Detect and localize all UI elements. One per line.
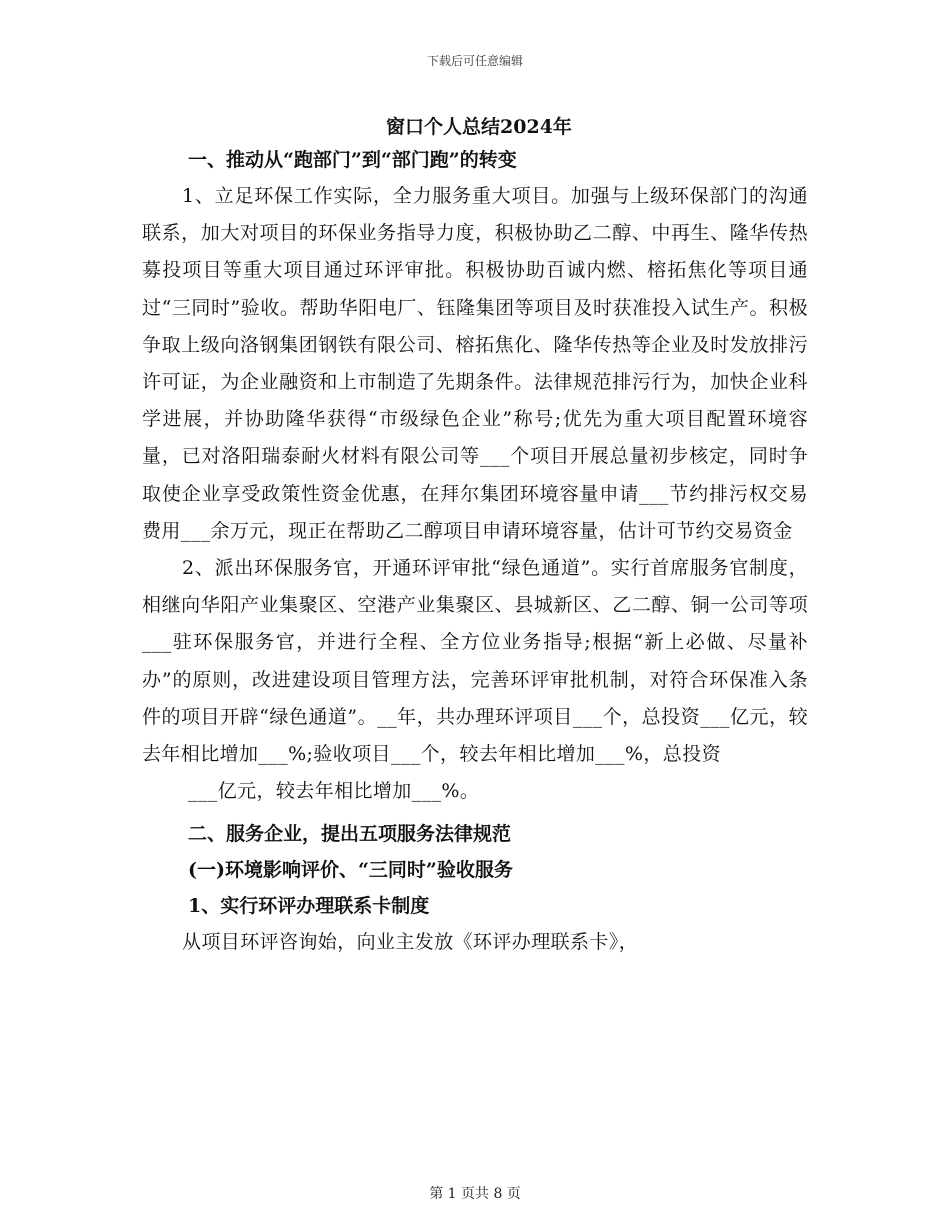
section-2-heading: 二、服务企业，提出五项服务法律规范	[188, 823, 512, 846]
section-1-heading: 一、推动从“跑部门”到“部门跑”的转变	[188, 149, 517, 171]
page-header-note: 下载后可任意编辑	[426, 54, 523, 68]
paragraph-2-continuation: ___亿元，较去年相比增加___%。	[188, 780, 480, 803]
paragraph-1: 1、立足环保工作实际，全力服务重大项目。加强与上级环保部门的沟通联系，加大对项目的环保业务指导力度，积极协助乙二醇、中再生、隆华传热募投项目等重大项目通过环评审批。积极协助百诚内燃、榕拓焦化等项目通过“三同时”验收。帮助华阳电厂、钰隆集团等项目及时获准投入试生产。积极争取上级向洛钢集团钢铁有限公司、榕拓焦化、隆华传热等企业及时发放排污许可证，为企业融资和上市制造了先期条件。法律规范排污行为，加快企业科学进展，并协助隆华获得“市级绿色企业”称号;优先为重大项目配置环境容量，已对洛阳瑞泰耐火材料有限公司等___个项目开展总量初步核定，同时争取使企业享受政策性资金优惠，在拜尔集团环境容量申请___节约排污权交易费用___余万元，现正在帮助乙二醇项目申请环境容量，估计可节约交易资金	[142, 185, 808, 542]
page-number: 第 1 页共 8 页	[429, 1186, 521, 1202]
document-body	[142, 112, 808, 961]
document-title: 窗口个人总结2024年	[386, 116, 572, 138]
paragraph-2: 2、派出环保服务官，开通环评审批“绿色通道”。实行首席服务官制度，相继向华阳产业集聚区、空港产业集聚区、县城新区、乙二醇、铜一公司等项___驻环保服务官，并进行全程、全方位业务指导;根据“新上必做、尽量补办”的原则，改进建设项目管理方法，完善环评审批机制，对符合环保准入条件的项目开辟“绿色通道”。__年，共办理环评项目___个，总投资___亿元，较去年相比增加___%;验收项目___个，较去年相比增加___%，总投资	[142, 557, 808, 766]
section-2-item-1: 1、实行环评办理联系卡制度	[188, 895, 430, 918]
paragraph-3: 从项目环评咨询始，向业主发放《环评办理联系卡》，	[182, 931, 639, 954]
section-2-subheading: (一)环境影响评价、“三同时”验收服务	[188, 859, 513, 882]
